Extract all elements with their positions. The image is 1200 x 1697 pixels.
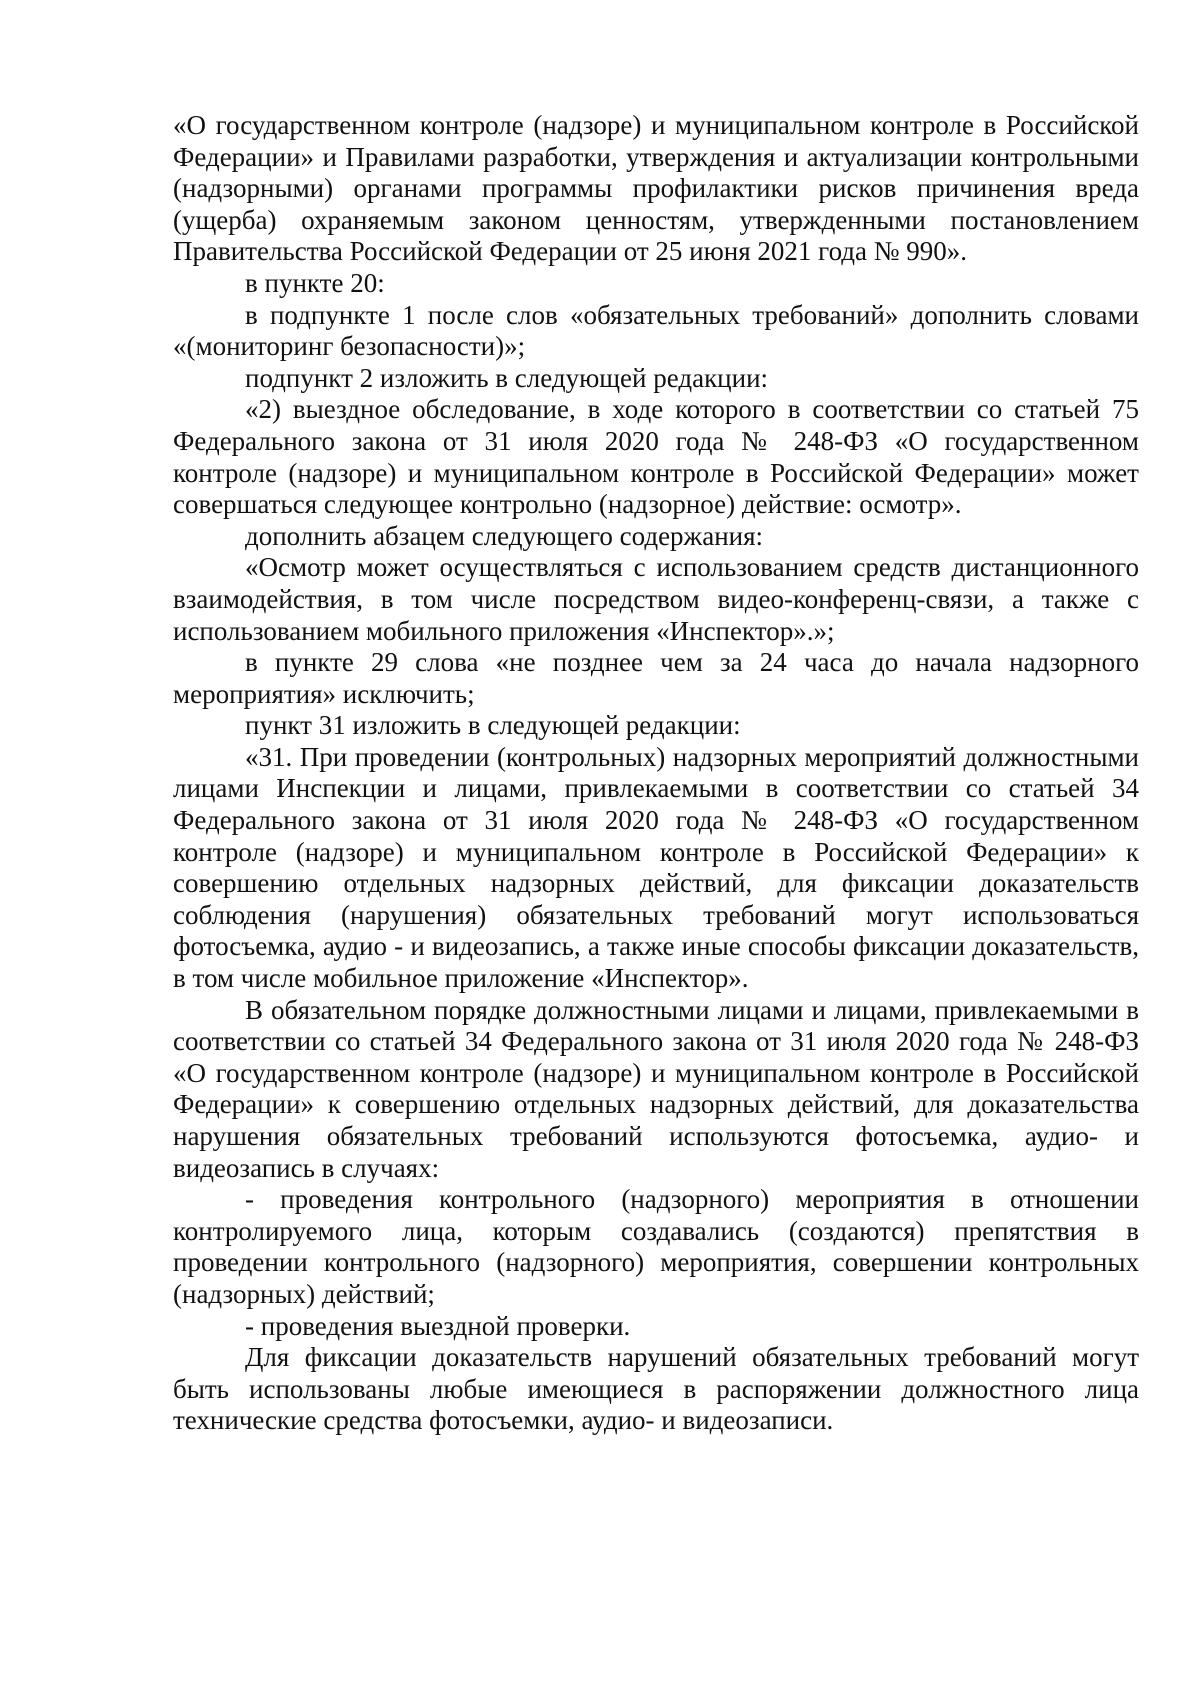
paragraph-subpoint-1: в подпункте 1 после слов «обязательных требований» дополнить словами «(мониторинг безопасности)»; (173, 299, 1139, 362)
paragraph-point-31-intro: пункт 31 изложить в следующей редакции: (245, 710, 741, 741)
paragraph-add-clause: дополнить абзацем следующего содержания: (245, 520, 764, 551)
paragraph-technical-means: Для фиксации доказательств нарушений обязательных требований могут быть использованы любые имеющиеся в распоряжении должностного лица технические средства фотосъемки, аудио- и видеозаписи. (173, 1342, 1139, 1436)
paragraph-law-reference: «О государственном контроле (надзоре) и муниципальном контроле в Российской Федерации» и Правилами разработки, утверждения и актуализации контрольными (надзорными) органами программы профилактики рисков причинения вреда (ущерба) охраняемым законом ценностям, утвержденными постановлением Правительства Российской Федерации от 25 июня 2021 года № 990». (173, 110, 1139, 267)
paragraph-point-29: в пункте 29 слова «не позднее чем за 24 часа до начала надзорного мероприятия» исключить; (173, 647, 1139, 709)
paragraph-case-obstruction: - проведения контрольного (надзорного) мероприятия в отношении контролируемого лица, которым создавались (создаются) препятствия в проведении контрольного (надзорного) мероприятия, совершении контрольных (надзорных) действий; (173, 1184, 1139, 1309)
paragraph-case-field-check: - проведения выездной проверки. (245, 1310, 631, 1341)
paragraph-mandatory-recording: В обязательном порядке должностными лицами и лицами, привлекаемыми в соответствии со статьей 34 Федерального закона от 31 июля 2020 года № 248-ФЗ «О государственном контроле (надзоре) и муниципальном контроле в Российской Федерации» к совершению отдельных надзорных действий, для доказательства нарушения обязательных требований используются фотосъемка, аудио- и видеозапись в случаях: (173, 994, 1139, 1183)
paragraph-subpoint-2-text: «2) выездное обследование, в ходе которого в соответствии со статьей 75 Федерального закона от 31 июля 2020 года № 248-ФЗ «О государственном контроле (надзоре) и муниципальном контроле в Российской Федерации» может совершаться следующее контрольно (надзорное) действие: осмотр». (173, 394, 1139, 520)
paragraph-inspection-remote: «Осмотр может осуществляться с использованием средств дистанционного взаимодействия, в том числе посредством видео-конференц-связи, а также с использованием мобильного приложения «Инспектор».»; (173, 552, 1139, 646)
paragraph-point-31-text: «31. При проведении (контрольных) надзорных мероприятий должностными лицами Инспекции и лицами, привлекаемыми в соответствии со статьей 34 Федерального закона от 31 июля 2020 года № 248-ФЗ «О государственном контроле (надзоре) и муниципальном контроле в Российской Федерации» к совершению отдельных надзорных действий, для фиксации доказательств соблюдения (нарушения) обязательных требований могут использоваться фотосъемка, аудио - и видеозапись, а также иные способы фиксации доказательств, в том числе мобильное приложение «Инспектор». (173, 741, 1139, 994)
paragraph-point-20: в пункте 20: (245, 267, 385, 298)
document-body (173, 110, 1139, 1437)
paragraph-subpoint-2-intro: подпункт 2 изложить в следующей редакции: (245, 362, 769, 393)
